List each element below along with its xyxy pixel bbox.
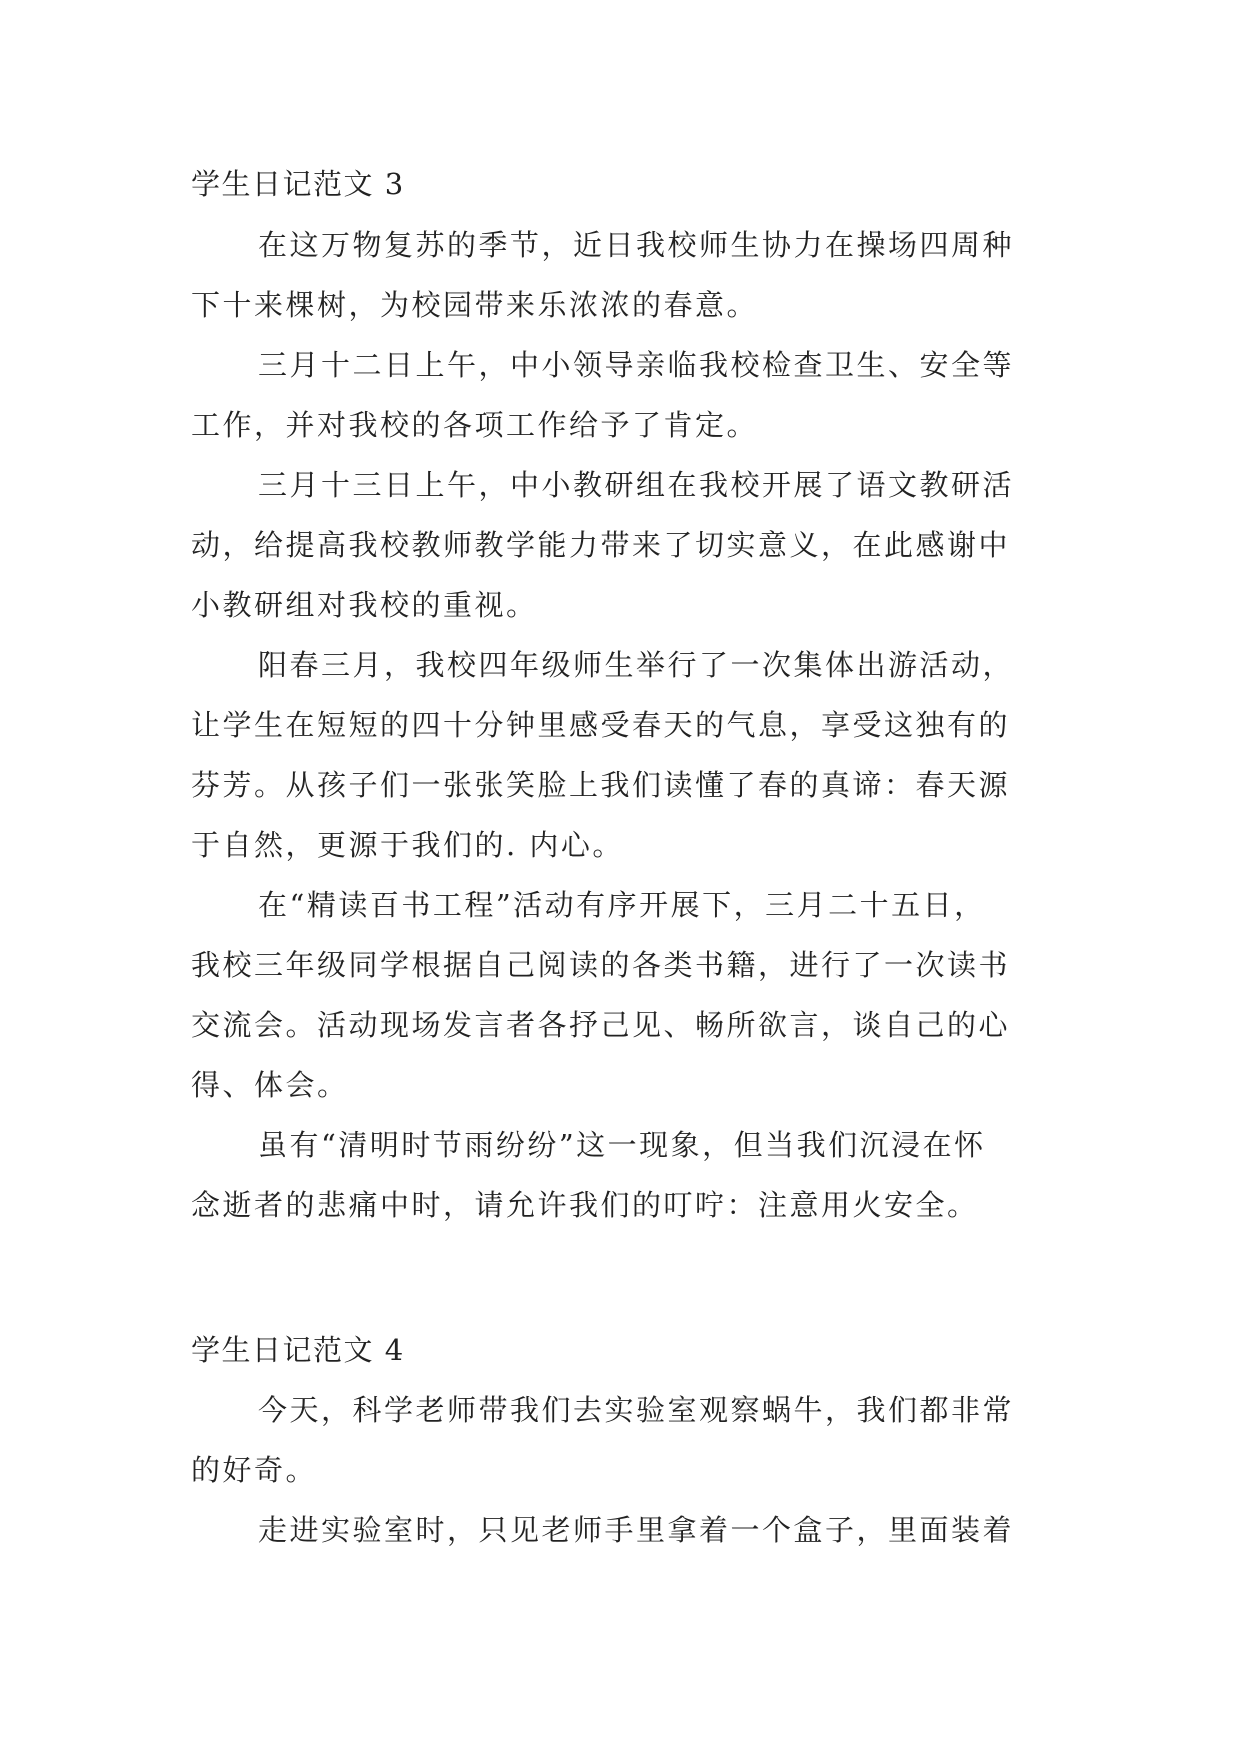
section-title: 学生日记范文 4 — [191, 1333, 405, 1367]
paragraph-line: 念逝者的悲痛中时，请允许我们的叮咛：注意用火安全。 — [191, 1188, 979, 1222]
paragraph-line: 我校三年级同学根据自己阅读的各类书籍，进行了一次读书 — [191, 948, 1011, 982]
paragraph-line: 今天，科学老师带我们去实验室观察蜗牛，我们都非常 — [258, 1393, 1015, 1427]
paragraph-line: 虽有“清明时节雨纷纷”这一现象，但当我们沉浸在怀 — [258, 1128, 986, 1162]
paragraph-line: 在这万物复苏的季节，近日我校师生协力在操场四周种 — [258, 228, 1015, 262]
paragraph-line: 交流会。活动现场发言者各抒己见、畅所欲言，谈自己的心 — [191, 1008, 1011, 1042]
paragraph-line: 走进实验室时，只见老师手里拿着一个盒子，里面装着 — [258, 1513, 1015, 1547]
paragraph-line: 让学生在短短的四十分钟里感受春天的气息，享受这独有的 — [191, 708, 1011, 742]
section-title: 学生日记范文 3 — [191, 167, 405, 201]
paragraph-line: 芬芳。从孩子们一张张笑脸上我们读懂了春的真谛：春天源 — [191, 768, 1011, 802]
paragraph-line: 阳春三月，我校四年级师生举行了一次集体出游活动， — [258, 648, 1015, 682]
paragraph-line: 在“精读百书工程”活动有序开展下，三月二十五日， — [258, 888, 986, 922]
paragraph-line: 小教研组对我校的重视。 — [191, 588, 538, 622]
paragraph-line: 工作，并对我校的各项工作给予了肯定。 — [191, 408, 759, 442]
paragraph-line: 三月十三日上午，中小教研组在我校开展了语文教研活 — [258, 468, 1015, 502]
paragraph-line: 三月十二日上午，中小领导亲临我校检查卫生、安全等 — [258, 348, 1015, 382]
paragraph-line: 的好奇。 — [191, 1453, 318, 1487]
paragraph-line: 于自然，更源于我们的. 内心。 — [191, 828, 624, 862]
paragraph-line: 动，给提高我校教师教学能力带来了切实意义，在此感谢中 — [191, 528, 1011, 562]
paragraph-line: 下十来棵树，为校园带来乐浓浓的春意。 — [191, 288, 759, 322]
paragraph-line: 得、体会。 — [191, 1068, 349, 1102]
